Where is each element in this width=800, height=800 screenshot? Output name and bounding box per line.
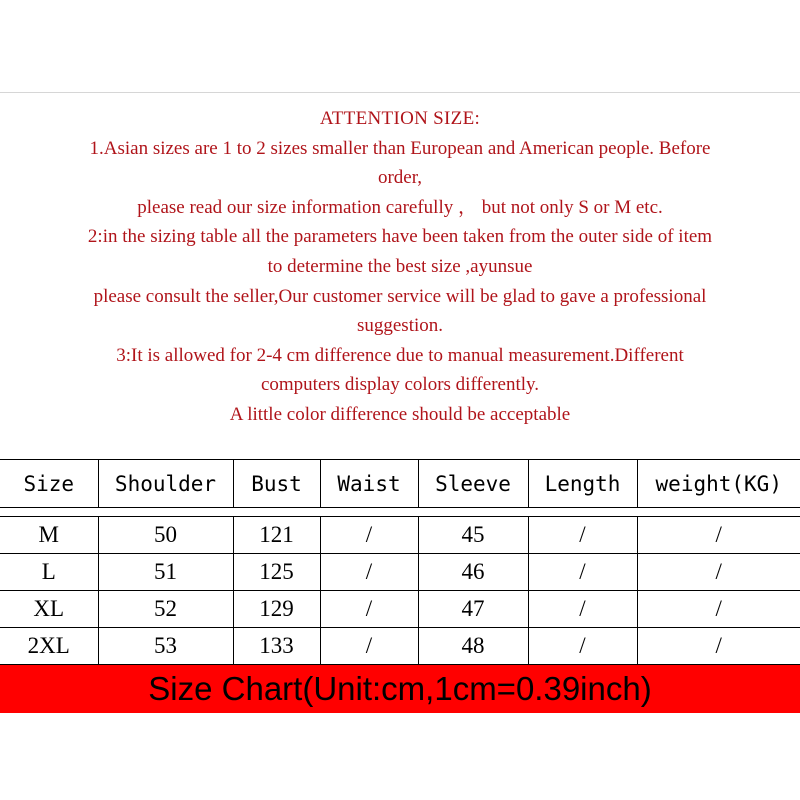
cell-weight: / (637, 554, 800, 591)
cell-bust: 129 (233, 591, 320, 628)
cell-bust: 125 (233, 554, 320, 591)
size-table (0, 459, 800, 665)
cell-waist: / (320, 628, 418, 665)
cell-waist: / (320, 591, 418, 628)
cell-length: / (528, 517, 637, 554)
notice-line: suggestion. (356, 315, 444, 337)
cell-shoulder: 51 (98, 554, 233, 591)
header-sleeve: Sleeve (418, 460, 528, 508)
cell-shoulder: 53 (98, 628, 233, 665)
cell-shoulder: 50 (98, 517, 233, 554)
cell-weight: / (637, 591, 800, 628)
notice-line: order, (377, 167, 423, 189)
cell-length: / (528, 591, 637, 628)
cell-bust: 121 (233, 517, 320, 554)
cell-size: XL (0, 591, 98, 628)
notice-line: to determine the best size ,ayunsue (267, 255, 533, 277)
notice-line: please read our size information carefully ， but not only S or M etc. (137, 196, 663, 218)
table-row (0, 554, 800, 591)
header-bust: Bust (233, 460, 320, 508)
cell-waist: / (320, 517, 418, 554)
header-waist: Waist (320, 460, 418, 508)
notice-line: 2:in the sizing table all the parameters have been taken from the outer side of item (87, 226, 713, 248)
cell-size: 2XL (0, 628, 98, 665)
cell-shoulder: 52 (98, 591, 233, 628)
top-divider (0, 92, 800, 93)
table-header-row (0, 460, 800, 508)
cell-sleeve: 47 (418, 591, 528, 628)
cell-weight: / (637, 517, 800, 554)
cell-size: M (0, 517, 98, 554)
cell-sleeve: 45 (418, 517, 528, 554)
cell-weight: / (637, 628, 800, 665)
notice-line: 3:It is allowed for 2-4 cm difference due to manual measurement.Different (116, 344, 684, 366)
header-weight: weight(KG) (637, 460, 800, 508)
notice-line: 1.Asian sizes are 1 to 2 sizes smaller than European and American people. Before (89, 137, 711, 159)
size-chart-caption: Size Chart(Unit:cm,1cm=0.39inch) (148, 670, 652, 707)
cell-length: / (528, 628, 637, 665)
cell-waist: / (320, 554, 418, 591)
table-row (0, 517, 800, 554)
attention-notice (0, 104, 800, 430)
spacer-cell (0, 508, 800, 517)
cell-sleeve: 46 (418, 554, 528, 591)
cell-length: / (528, 554, 637, 591)
cell-sleeve: 48 (418, 628, 528, 665)
cell-bust: 133 (233, 628, 320, 665)
notice-line: please consult the seller,Our customer service will be glad to gave a professional (93, 285, 707, 307)
table-row (0, 591, 800, 628)
table-row (0, 628, 800, 665)
cell-size: L (0, 554, 98, 591)
notice-line: A little color difference should be acceptable (229, 403, 571, 425)
size-chart-caption-banner (0, 665, 800, 713)
notice-line: computers display colors differently. (260, 374, 540, 396)
notice-heading: ATTENTION SIZE: (319, 108, 481, 129)
table-spacer-row (0, 508, 800, 517)
header-size: Size (0, 460, 98, 508)
header-length: Length (528, 460, 637, 508)
header-shoulder: Shoulder (98, 460, 233, 508)
